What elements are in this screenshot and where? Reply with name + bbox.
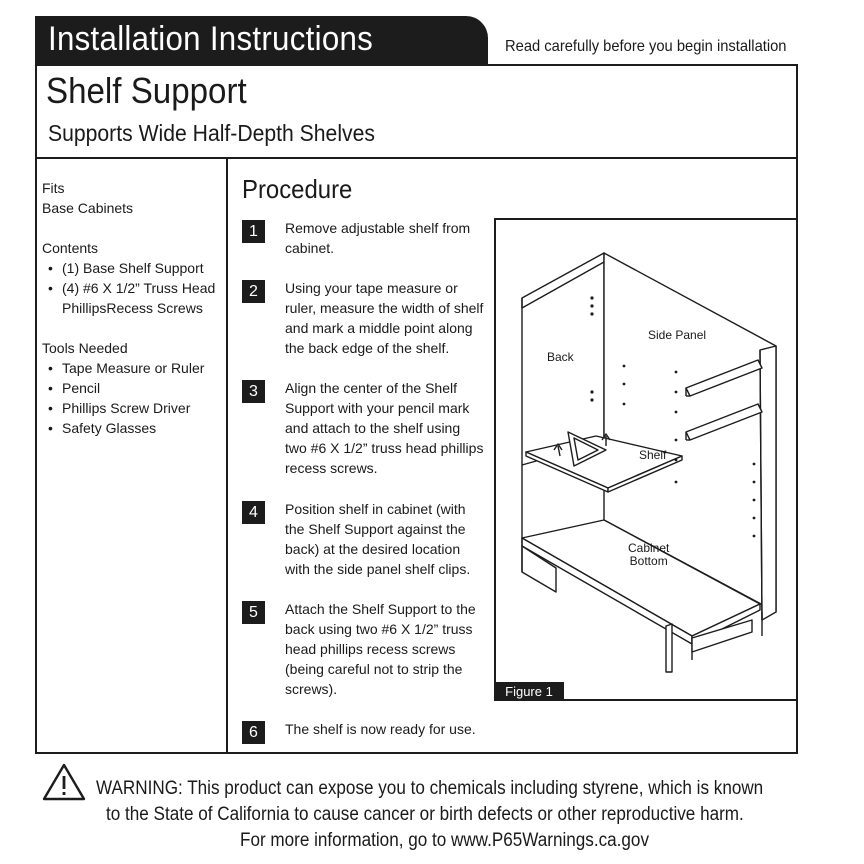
step-text: Using your tape measure or ruler, measure the width of shelf and mark a middle point along the back edge of the shelf.: [285, 280, 484, 356]
tools-list: [42, 358, 222, 438]
back-label: Back: [547, 350, 574, 364]
contents-section: [42, 238, 222, 318]
fits-value: Base Cabinets: [42, 200, 134, 216]
sidebar: [42, 178, 222, 458]
warning-line: to the State of California to cause cancer or birth defects or other reproductive harm.: [106, 804, 744, 825]
fits-section: [42, 178, 222, 218]
contents-label: Contents: [42, 240, 99, 256]
cabinet-bottom-label: [628, 542, 669, 568]
tools-section: [42, 338, 222, 438]
header-divider: [35, 157, 798, 159]
list-item: • (4) #6 X 1/2” Truss Head: [42, 278, 222, 298]
list-item: • Safety Glasses: [42, 418, 222, 438]
procedure-title: Procedure: [242, 174, 353, 204]
warning-line: For more information, go to www.P65Warnings.ca.gov: [240, 830, 649, 851]
document-title: Installation Instructions: [48, 20, 374, 58]
step-number: 3: [242, 380, 265, 403]
step-number: 6: [242, 721, 265, 744]
tools-label: Tools Needed: [42, 340, 128, 356]
list-item: • Phillips Screw Driver: [42, 398, 222, 418]
shelf-label: Shelf: [639, 448, 667, 462]
side-panel-label: Side Panel: [648, 328, 707, 342]
product-name: Shelf Support: [46, 70, 247, 111]
figure-caption: Figure 1: [494, 682, 564, 701]
step-number: 5: [242, 601, 265, 624]
read-carefully-note: Read carefully before you begin installation: [505, 38, 787, 55]
step-text: Position shelf in cabinet (with the Shelf Support against the back) at the desired location with the side panel shelf clips.: [285, 501, 471, 577]
step-number: 1: [242, 220, 265, 243]
list-item: • Tape Measure or Ruler: [42, 358, 222, 378]
warning-triangle-icon: [42, 762, 86, 802]
fits-label: Fits: [42, 180, 65, 196]
step-text: The shelf is now ready for use.: [285, 721, 476, 737]
list-item: • (1) Base Shelf Support: [42, 258, 222, 278]
figure-box: [494, 218, 798, 701]
list-item: • Pencil: [42, 378, 222, 398]
contents-list: [42, 258, 222, 318]
cabinet-bottom-label-line: Cabinet: [628, 541, 670, 555]
product-subtitle: Supports Wide Half-Depth Shelves: [48, 120, 375, 146]
cabinet-bottom-label-line: Bottom: [629, 554, 668, 568]
warning-line: WARNING: This product can expose you to chemicals including styrene, which is known: [96, 778, 764, 799]
step-number: 4: [242, 501, 265, 524]
step-number: 2: [242, 280, 265, 303]
step-text: Align the center of the Shelf Support with your pencil mark and attach to the shelf using two #6 X 1/2” truss head phillips recess screws.: [285, 380, 484, 476]
step-text: Remove adjustable shelf from cabinet.: [285, 220, 471, 256]
sidebar-divider: [226, 157, 228, 754]
list-item: PhillipsRecess Screws: [62, 300, 203, 316]
step-text: Attach the Shelf Support to the back using two #6 X 1/2” truss head phillips recess screws (being careful not to strip the screws).: [285, 601, 476, 697]
